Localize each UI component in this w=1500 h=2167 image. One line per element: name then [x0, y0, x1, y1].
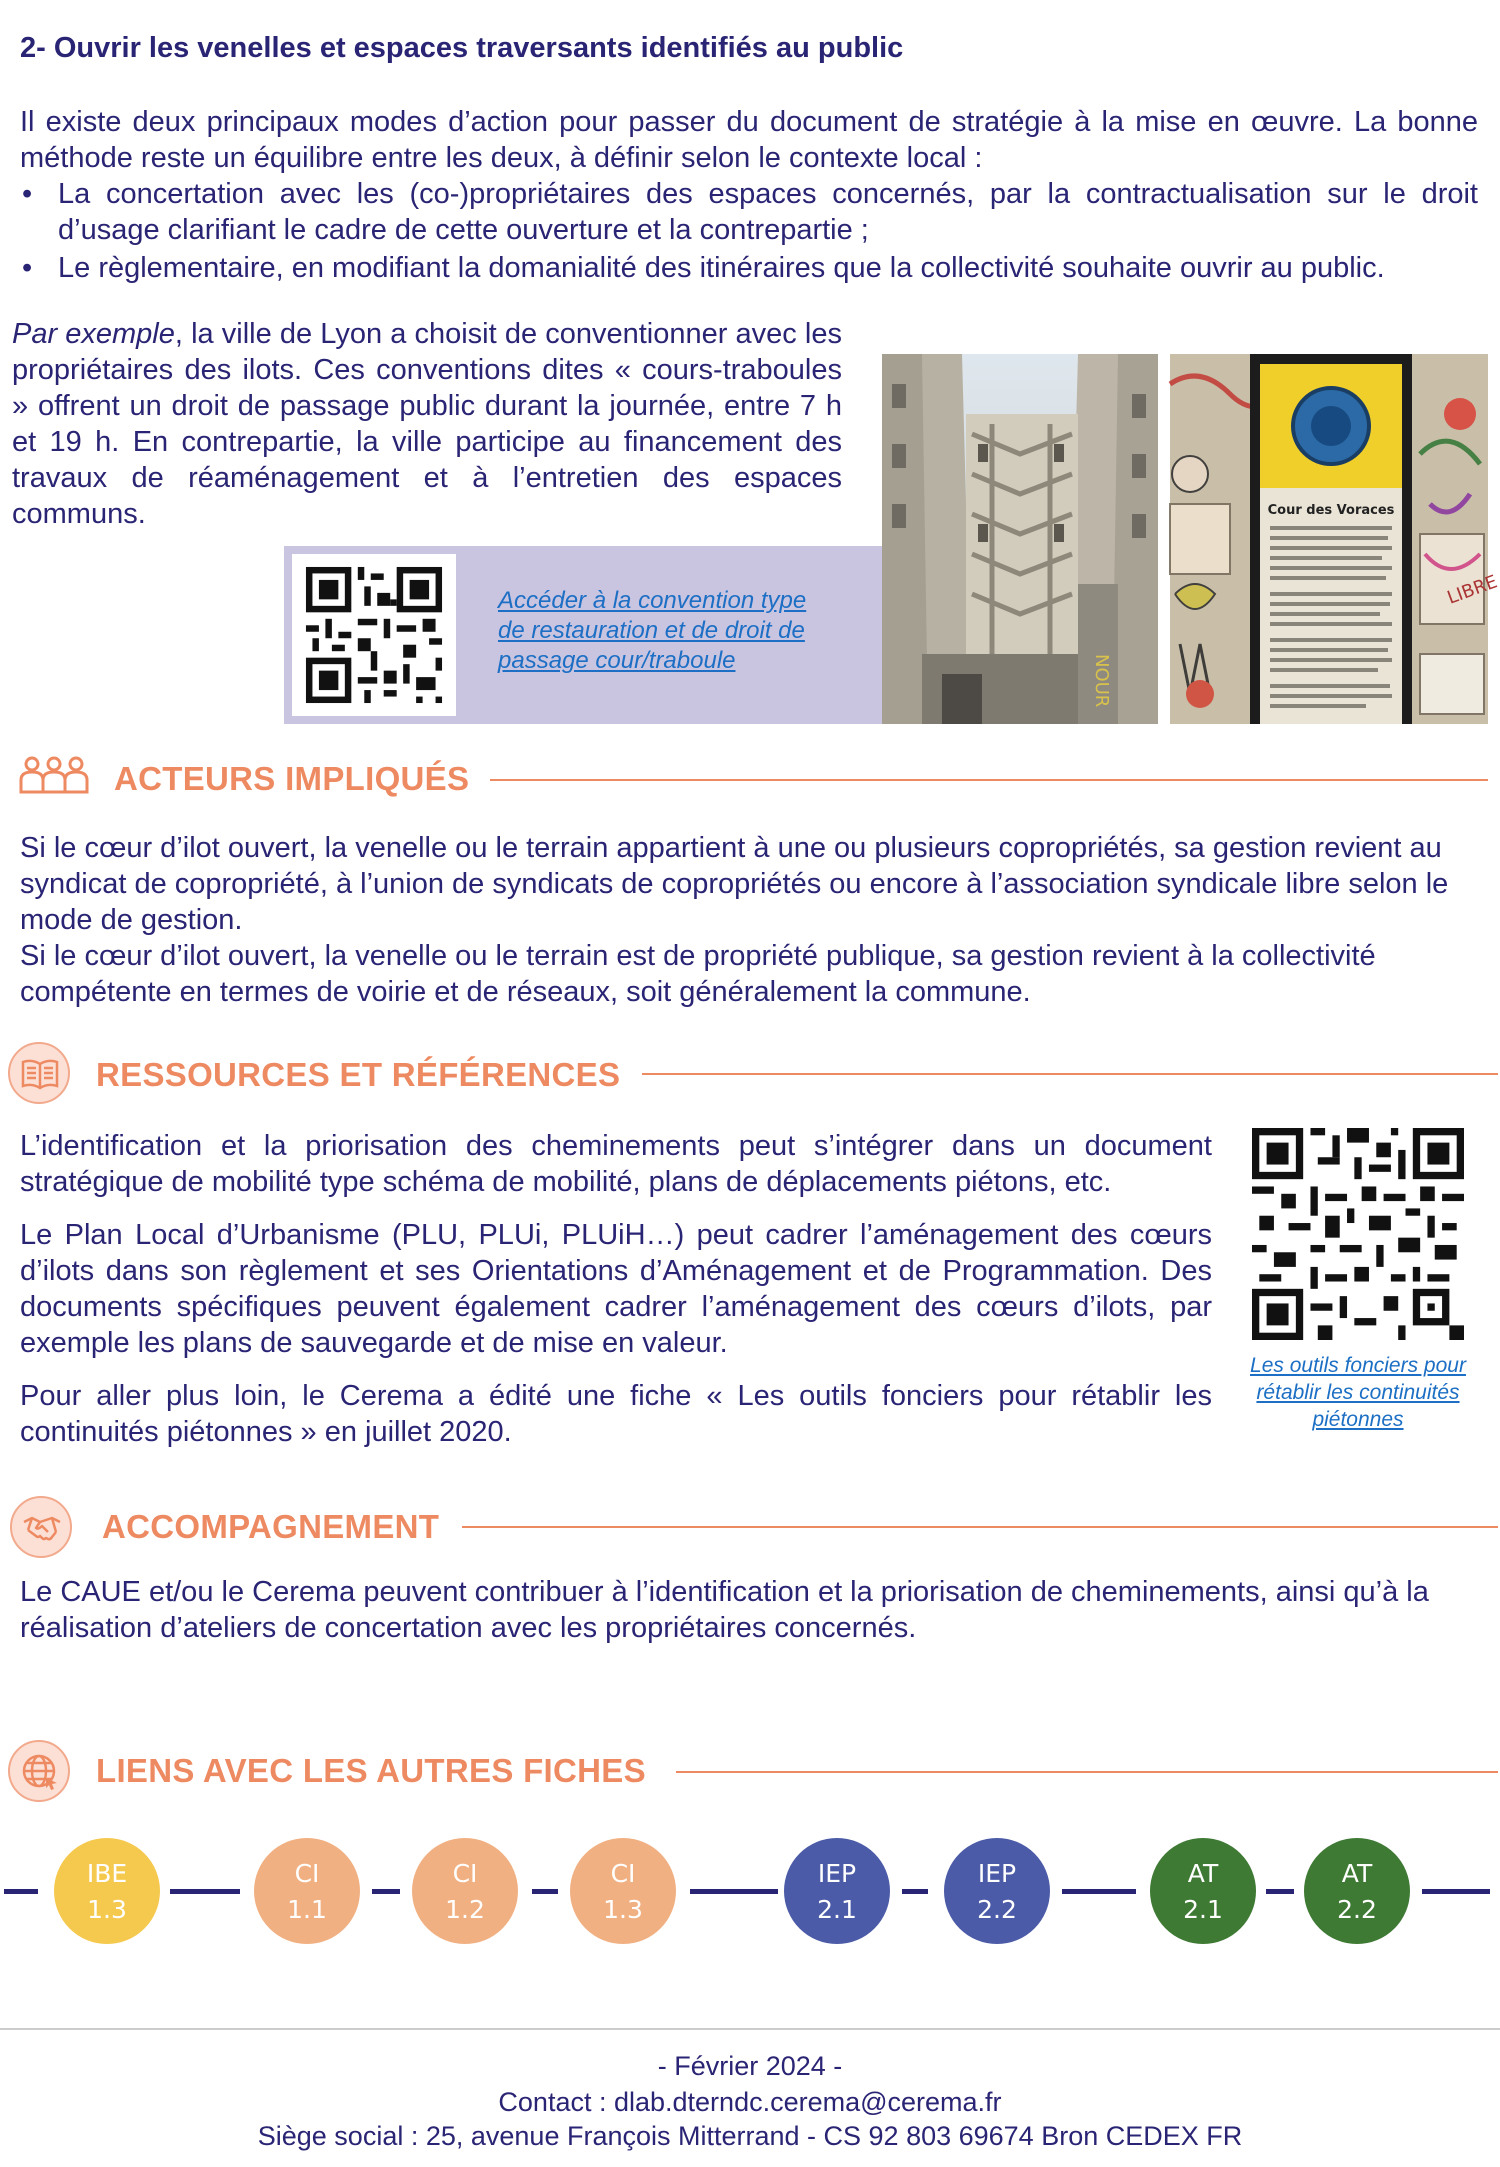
fiche-code: IEP	[977, 1859, 1017, 1888]
chain-connector	[1062, 1889, 1136, 1894]
ressources-paragraph-3: Pour aller plus loin, le Cerema a édité une fiche « Les outils fonciers pour rétablir les continuités piétonnes » en juillet 2020.	[20, 1380, 1212, 1448]
fiche-number: 2.2	[977, 1895, 1017, 1924]
fiche-number: 1.3	[87, 1895, 127, 1924]
chain-connector	[690, 1889, 778, 1894]
fiche-number: 2.1	[1183, 1895, 1223, 1924]
fiche-link-ci-1-3[interactable]	[570, 1838, 676, 1944]
chain-connector	[170, 1889, 240, 1894]
convention-qr-code[interactable]	[292, 554, 456, 716]
bullet-item: La concertation avec les (co-)propriétaires des espaces concernés, par la contractualisation sur le droit d’usage clarifiant le cadre de cette ouverture et la contrepartie ;	[58, 178, 1478, 246]
liens-title: LIENS AVEC LES AUTRES FICHES	[96, 1752, 646, 1789]
outils-fonciers-qr-code[interactable]	[1252, 1128, 1464, 1340]
fiche-code: CI	[294, 1859, 320, 1888]
chain-connector	[1422, 1889, 1490, 1894]
qr-code-icon	[292, 554, 456, 716]
acteurs-rule	[490, 779, 1488, 781]
fiche-number: 1.2	[445, 1895, 485, 1924]
fiche-link-at-2-1[interactable]	[1150, 1838, 1256, 1944]
outils-fonciers-link[interactable]: Les outils fonciers pour rétablir les continuités piétonnes	[1250, 1354, 1466, 1431]
bullet-item: Le règlementaire, en modifiant la domanialité des itinéraires que la collectivité souhaite ouvrir au public.	[58, 252, 1385, 284]
acteurs-paragraph-2: Si le cœur d’ilot ouvert, la venelle ou le terrain est de propriété publique, sa gestion revient à la collectivité compétente en termes de voirie et de réseaux, soit généralement la commune.	[20, 940, 1376, 1008]
ressources-rule	[642, 1073, 1498, 1075]
fiche-code: AT	[1187, 1859, 1219, 1888]
accompagnement-rule	[462, 1526, 1498, 1528]
chain-connector	[4, 1889, 38, 1894]
acteurs-icon-wrap	[18, 754, 90, 803]
svg-text:NOUR: NOUR	[1091, 654, 1112, 708]
bullet-marker: •	[22, 178, 33, 210]
fiche-number: 2.2	[1337, 1895, 1377, 1924]
fiche-link-ci-1-1[interactable]	[254, 1838, 360, 1944]
globe-cursor-icon	[20, 1752, 60, 1792]
liens-icon-wrap	[8, 1740, 70, 1802]
intro-paragraph: Il existe deux principaux modes d’action pour passer du document de stratégie à la mise en œuvre. La bonne méthode reste un équilibre entre les deux, à définir selon le contexte local :	[20, 106, 1478, 174]
section-heading: 2- Ouvrir les venelles et espaces traversants identifiés au public	[20, 32, 904, 64]
accompagnement-title: ACCOMPAGNEMENT	[102, 1508, 440, 1545]
cour-des-voraces-plaque-photo	[1170, 354, 1500, 724]
fiche-code: AT	[1341, 1859, 1373, 1888]
graffiti-text: LIBRE	[1444, 571, 1500, 609]
bullet-marker: •	[22, 252, 33, 284]
open-book-icon	[20, 1054, 60, 1094]
fiche-link-iep-2-2[interactable]	[944, 1838, 1050, 1944]
ressources-icon-wrap	[8, 1042, 70, 1104]
fiche-link-ibe-1-3[interactable]	[54, 1838, 160, 1944]
footer-date: - Février 2024 -	[657, 2051, 843, 2081]
convention-link[interactable]: Accéder à la convention type de restauration et de droit de passage cour/traboule	[498, 587, 807, 674]
fiche-code: CI	[610, 1859, 636, 1888]
fiche-code: CI	[452, 1859, 478, 1888]
chain-connector	[1266, 1889, 1294, 1894]
acteurs-title: ACTEURS IMPLIQUÉS	[114, 760, 470, 797]
accompagnement-paragraph: Le CAUE et/ou le Cerema peuvent contribuer à l’identification et la priorisation de cheminements, ainsi qu’à la réalisation d’ateliers de concertation avec les propriétaires concernés.	[20, 1576, 1429, 1644]
chain-connector	[902, 1889, 928, 1894]
plaque-title: Cour des Voraces	[1267, 503, 1395, 518]
qr-code-icon	[1252, 1128, 1464, 1340]
example-text: , la ville de Lyon a choisit de conventionner avec les propriétaires des ilots. Ces conventions dites « cours-traboules » offrent un droit de passage public durant la journée, entre 7 h et 19 h. En contrepartie, la ville participe au financement des travaux de réaménagement et à l’entretien des espaces communs.	[12, 318, 842, 530]
fiche-link-iep-2-1[interactable]	[784, 1838, 890, 1944]
ressources-paragraph-1: L’identification et la priorisation des cheminements peut s’intégrer dans un document stratégique de mobilité type schéma de mobilité, plans de déplacements piétons, etc.	[20, 1130, 1212, 1198]
example-lead: Par exemple	[12, 318, 175, 350]
ressources-title: RESSOURCES ET RÉFÉRENCES	[96, 1056, 621, 1093]
fiche-code: IBE	[86, 1859, 128, 1888]
footer-divider	[0, 2028, 1500, 2030]
chain-connector	[532, 1889, 558, 1894]
handshake-icon	[22, 1508, 62, 1548]
accompagnement-icon-wrap	[10, 1496, 72, 1558]
fiche-code: IEP	[817, 1859, 857, 1888]
chain-connector	[372, 1889, 400, 1894]
footer-contact: Contact : dlab.dterndc.cerema@cerema.fr	[498, 2087, 1002, 2117]
fiche-number: 2.1	[817, 1895, 857, 1924]
fiche-number: 1.1	[287, 1895, 327, 1924]
fiche-link-at-2-2[interactable]	[1304, 1838, 1410, 1944]
footer-siege: Siège social : 25, avenue François Mitterrand - CS 92 803 69674 Bron CEDEX FR	[257, 2121, 1243, 2151]
acteurs-paragraph-1: Si le cœur d’ilot ouvert, la venelle ou le terrain appartient à une ou plusieurs copropriétés, sa gestion revient au syndicat de copropriété, à l’union de syndicats de copropriétés ou encore à l’association syndicale libre selon le mode de gestion.	[20, 832, 1449, 936]
example-paragraph	[12, 316, 842, 532]
fiche-link-ci-1-2[interactable]	[412, 1838, 518, 1944]
liens-rule	[676, 1771, 1498, 1773]
fiche-number: 1.3	[603, 1895, 643, 1924]
people-group-icon	[18, 754, 90, 798]
ressources-paragraph-2: Le Plan Local d’Urbanisme (PLU, PLUi, PLUiH…) peut cadrer l’aménagement des cœurs d’ilots dans son règlement et ses Orientations d’Aménagement et de Programmation. Des documents spécifiques peuvent également cadrer l’aménagement des cœurs d’ilots, par exemple les plans de sauvegarde et de mise en valeur.	[20, 1219, 1212, 1359]
traboule-stairs-photo	[882, 354, 1158, 724]
